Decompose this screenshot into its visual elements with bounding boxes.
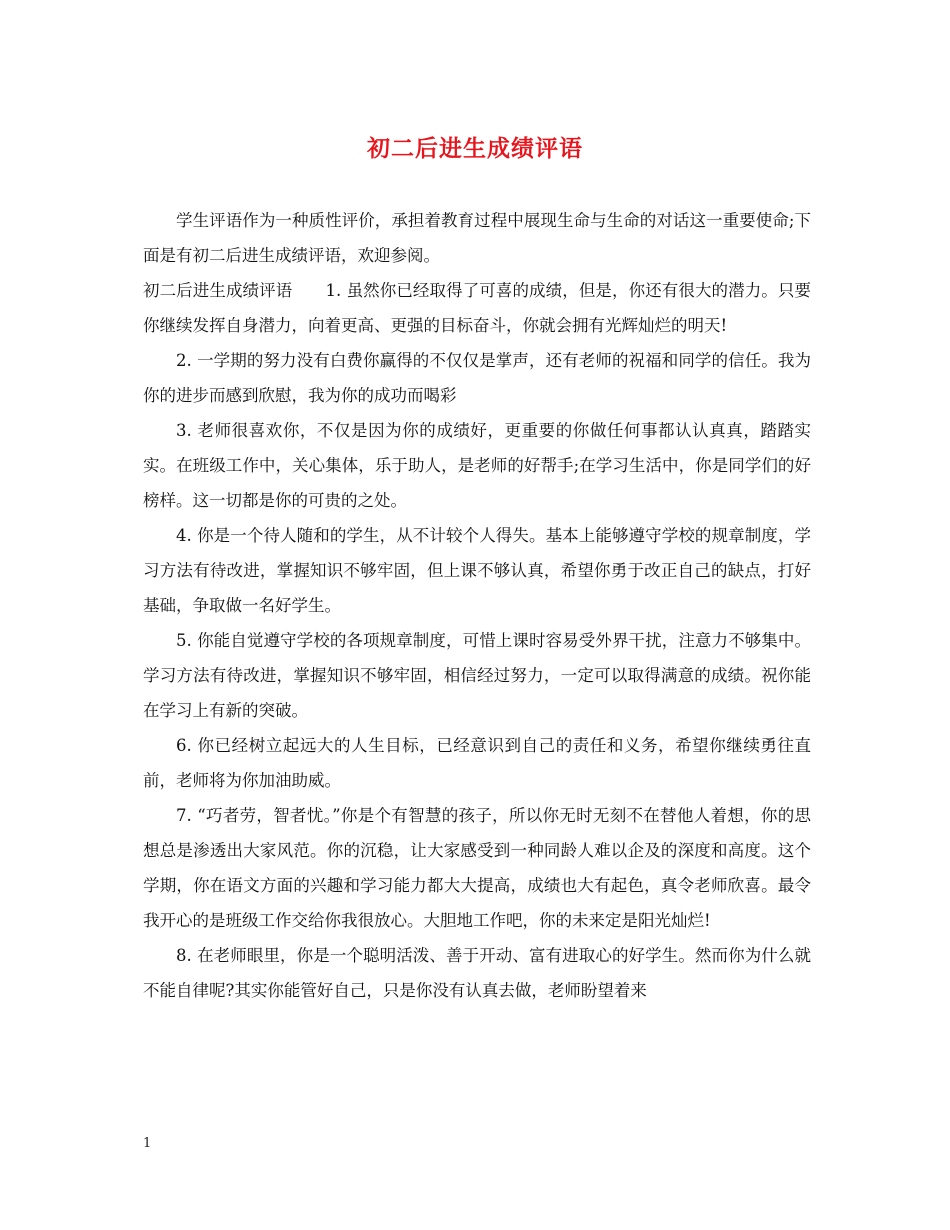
paragraph-1: 初二后进生成绩评语 1. 虽然你已经取得了可喜的成绩，但是，你还有很大的潜力。只要你继续发挥自身潜力，向着更高、更强的目标奋斗，你就会拥有光辉灿烂的明天! (143, 281, 811, 335)
paragraph-4: 4. 你是一个待人随和的学生，从不计较个人得失。基本上能够遵守学校的规章制度，学习方法有待改进，掌握知识不够牢固，但上课不够认真，希望你勇于改正自己的缺点，打好基础，争取做一名好学生。 (143, 526, 811, 615)
paragraph-5: 5. 你能自觉遵守学校的各项规章制度，可惜上课时容易受外界干扰，注意力不够集中。学习方法有待改进，掌握知识不够牢固，相信经过努力，一定可以取得满意的成绩。祝你能在学习上有新的突破。 (143, 631, 811, 720)
document-body (143, 203, 811, 1008)
page-number: 1 (143, 1136, 152, 1151)
paragraph-6: 6. 你已经树立起远大的人生目标，已经意识到自己的责任和义务，希望你继续勇往直前，老师将为你加油助威。 (143, 736, 811, 790)
paragraph-7: 7. “巧者劳，智者忧。”你是个有智慧的孩子，所以你无时无刻不在替他人着想，你的思想总是渗透出大家风范。你的沉稳，让大家感受到一种同龄人难以企及的深度和高度。这个学期，你在语文方面的兴趣和学习能力都大大提高，成绩也大有起色，真令老师欣喜。最令我开心的是班级工作交给你我很放心。大胆地工作吧，你的未来定是阳光灿烂! (143, 806, 811, 930)
page-title: 初二后进生成绩评语 (367, 135, 583, 162)
paragraph-2: 2. 一学期的努力没有白费你赢得的不仅仅是掌声，还有老师的祝福和同学的信任。我为你的进步而感到欣慰，我为你的成功而喝彩 (143, 351, 811, 405)
paragraph-8: 8. 在老师眼里，你是一个聪明活泼、善于开动、富有进取心的好学生。然而你为什么就不能自律呢?其实你能管好自己，只是你没有认真去做，老师盼望着来 (143, 946, 811, 1000)
paragraph-3: 3. 老师很喜欢你，不仅是因为你的成绩好，更重要的你做任何事都认认真真，踏踏实实。在班级工作中，关心集体，乐于助人，是老师的好帮手;在学习生活中，你是同学们的好榜样。这一切都是你的可贵的之处。 (143, 421, 811, 510)
intro-paragraph: 学生评语作为一种质性评价，承担着教育过程中展现生命与生命的对话这一重要使命;下面是有初二后进生成绩评语，欢迎参阅。 (143, 211, 811, 265)
